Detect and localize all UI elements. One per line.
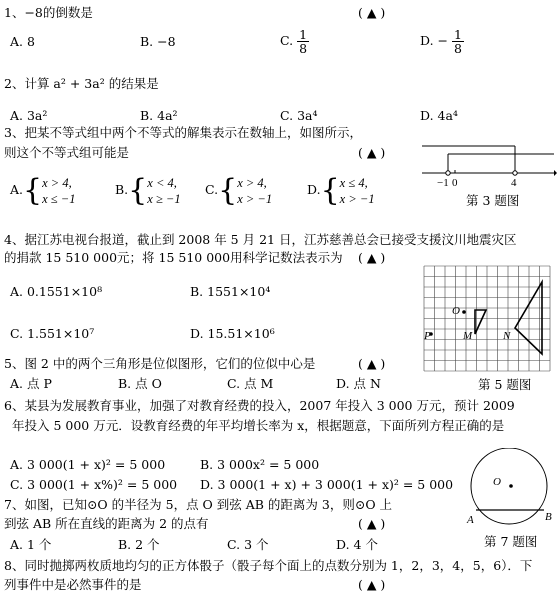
label-a: A (467, 514, 474, 526)
q7-option-a: A. 1 个 (10, 537, 52, 552)
q3-stem-line2: 则这个不等式组可能是 (4, 145, 130, 160)
axis-label-neg1: −1 (437, 177, 449, 189)
q7-stem-line1: 7、如图，已知⊙O 的半径为 5，点 O 到弦 AB 的距离为 3，则⊙O 上 (4, 497, 393, 512)
q1-option-d: D. − $\frac{1}{8}$ (420, 27, 462, 56)
q1-option-c: C. $\frac{1}{8}$ (280, 27, 308, 56)
q3-stem-line1: 3、把某不等式组中两个不等式的解集表示在数轴上，如图所示， (4, 125, 362, 140)
q5-grid-figure (422, 264, 554, 374)
q3-answer-paren: ( ▲ ) (358, 145, 386, 160)
q5-option-d: D. 点 N (336, 376, 381, 391)
q4-stem-line2: 的捐款 15 510 000元；将 15 510 000用科学记数法表示为 (4, 250, 343, 265)
q2-option-b: B. 4a² (140, 108, 178, 123)
q3-option-a: A.{ x > 4, x ≤ −1 (10, 172, 76, 208)
q7-stem-line2: 到弦 AB 所在直线的距离为 2 的点有 (4, 516, 209, 531)
q3-option-c: C.{ x > 4, x > −1 (205, 172, 273, 208)
q4-answer-paren: ( ▲ ) (358, 250, 386, 265)
label-o: O (493, 476, 501, 488)
q3-figure-caption: 第 3 题图 (466, 193, 520, 208)
q8-stem-line2: 列事件中是必然事件的是 (4, 577, 142, 592)
q5-answer-paren: ( ▲ ) (358, 356, 386, 371)
axis-label-4: 4 (511, 177, 517, 189)
label-o: O (452, 305, 460, 317)
q6-option-b: B. 3 000x² = 5 000 (200, 457, 320, 472)
q7-figure-caption: 第 7 题图 (484, 534, 538, 549)
q6-stem-line1: 6、某县为发展教育事业，加强了对教育经费的投入，2007 年投入 3 000 万元，预计 2009 (4, 398, 515, 413)
q5-stem: 5、图 2 中的两个三角形是位似图形，它们的位似中心是 (4, 356, 316, 371)
q7-option-d: D. 4 个 (336, 537, 378, 552)
label-m: M (463, 330, 473, 342)
q2-option-c: C. 3a⁴ (280, 108, 318, 123)
q6-option-c: C. 3 000(1 + x%)² = 5 000 (10, 477, 178, 492)
q1-answer-paren: ( ▲ ) (358, 5, 386, 20)
q4-option-a: A. 0.1551×10⁸ (10, 284, 103, 299)
q7-circle-figure (462, 448, 558, 528)
q4-stem-line1: 4、据江苏电视台报道，截止到 2008 年 5 月 21 日，江苏慈善总会已接受支援汶川地震灾区 (4, 232, 517, 247)
q7-answer-paren: ( ▲ ) (358, 516, 386, 531)
q6-stem-line2: 年投入 5 000 万元．设教育经费的年平均增长率为 x，根据题意，下面所列方程正确的是 (12, 418, 505, 433)
q1-fraction-d: $\frac{1}{8}$ (453, 27, 462, 56)
q6-option-d: D. 3 000(1 + x) + 3 000(1 + x)² = 5 000 (200, 477, 454, 492)
q7-option-c: C. 3 个 (227, 537, 269, 552)
q4-option-b: B. 1551×10⁴ (190, 284, 271, 299)
q3-number-line-figure (418, 140, 558, 190)
q4-option-c: C. 1.551×10⁷ (10, 326, 95, 341)
q5-option-b: B. 点 O (118, 376, 162, 391)
q8-stem-line1: 8、同时抛掷两枚质地均匀的正方体骰子（骰子每个面上的点数分别为 1，2，3，4，5，6）．下 (4, 558, 533, 573)
q2-option-d: D. 4a⁴ (420, 108, 458, 123)
q2-stem: 2、计算 a² + 3a² 的结果是 (4, 76, 159, 91)
q1-stem: 1、−8的倒数是 (4, 5, 93, 20)
q1-fraction-c: $\frac{1}{8}$ (299, 27, 308, 56)
q3-option-b: B.{ x < 4, x ≥ −1 (115, 172, 181, 208)
q7-option-b: B. 2 个 (118, 537, 160, 552)
q2-option-a: A. 3a² (10, 108, 48, 123)
q5-option-a: A. 点 P (10, 376, 52, 391)
q4-option-d: D. 15.51×10⁶ (190, 326, 275, 341)
q1-option-a: A. 8 (10, 34, 35, 49)
axis-label-0: 0 (452, 177, 458, 189)
q8-answer-paren: ( ▲ ) (358, 577, 386, 592)
label-b: B (545, 511, 552, 523)
q5-figure-caption: 第 5 题图 (478, 377, 532, 392)
label-p: P (424, 330, 431, 342)
label-n: N (503, 330, 511, 342)
q5-option-c: C. 点 M (227, 376, 274, 391)
q3-option-d: D.{ x ≤ 4, x > −1 (307, 172, 375, 208)
q6-option-a: A. 3 000(1 + x)² = 5 000 (10, 457, 166, 472)
q1-option-b: B. −8 (140, 34, 176, 49)
